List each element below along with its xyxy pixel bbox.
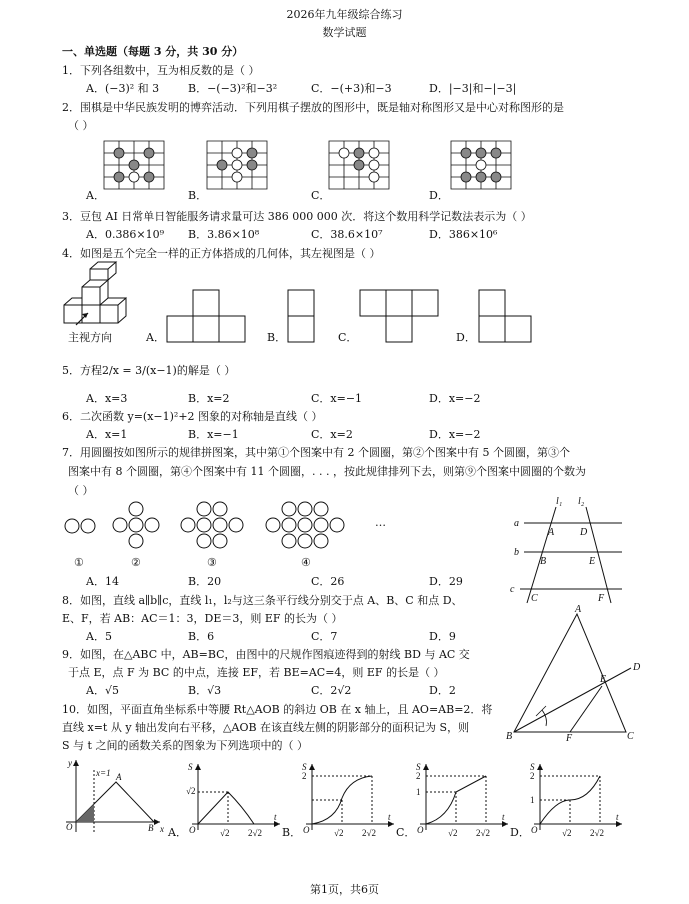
- q9-stem: 9．如图，在△ABC 中，AB=BC，由图中的尺规作图痕迹得到的射线 BD 与 AC 交: [62, 648, 470, 661]
- cube-solid-figure: [64, 271, 144, 329]
- q10-option-c[interactable]: C．: [396, 826, 416, 839]
- q1-option-c[interactable]: C．−(+3)和−3: [311, 82, 392, 95]
- label-a: A: [575, 604, 582, 615]
- label-point-f: F: [598, 593, 605, 604]
- view-direction-caption: 主视方向: [68, 331, 112, 344]
- q9-option-a[interactable]: A．√5: [86, 684, 119, 697]
- label-b: B: [148, 823, 154, 833]
- q7-option-a[interactable]: A．14: [86, 575, 119, 588]
- label-point-b: B: [540, 556, 547, 567]
- q5-option-c[interactable]: C．x=−1: [311, 392, 363, 405]
- q2-option-c[interactable]: C．: [311, 189, 331, 202]
- label-point-c: C: [531, 593, 538, 604]
- graph-option-b: [300, 760, 396, 840]
- tick-t-2sqrt2: 2√2: [248, 828, 262, 838]
- q1-option-a[interactable]: A．(−3)² 和 3: [86, 82, 160, 95]
- axis-t: t: [616, 812, 619, 822]
- q4-option-d[interactable]: D．: [456, 331, 476, 344]
- left-view-c: [360, 290, 440, 344]
- graph-option-a: [186, 760, 282, 840]
- q6-option-b[interactable]: B．x=−1: [188, 428, 239, 441]
- q3-option-c[interactable]: C．38.6×10⁷: [311, 228, 383, 241]
- q9-option-b[interactable]: B．√3: [188, 684, 222, 697]
- q10-stem: 10．如图，平面直角坐标系中等腰 Rt△AOB 的斜边 OB 在 x 轴上，且 AO=AB=2．将: [62, 703, 493, 716]
- axis-s: S: [416, 762, 421, 772]
- graph-option-c: [414, 760, 510, 840]
- label-b: b: [514, 547, 519, 558]
- q2-stem-cont: （ ）: [68, 119, 94, 132]
- tick-2: 2: [530, 771, 535, 781]
- q2-stem: 2．围棋是中华民族发明的博弈活动．下列用棋子摆放的图形中，既是轴对称图形又是中心对称图形的是: [62, 101, 564, 114]
- q6-option-a[interactable]: A．x=1: [86, 428, 128, 441]
- axis-t: t: [502, 812, 505, 822]
- q7-option-b[interactable]: B．20: [188, 575, 222, 588]
- q8-option-b[interactable]: B．6: [188, 630, 215, 643]
- label-a: a: [514, 518, 519, 529]
- label-l1: l₁: [556, 496, 563, 507]
- q10-option-a[interactable]: A．: [168, 826, 187, 839]
- origin: O: [189, 825, 196, 835]
- label-c: c: [510, 584, 515, 595]
- q4-option-a[interactable]: A．: [146, 331, 165, 344]
- page-footer: 第1页，共6页: [310, 883, 379, 896]
- label-y: y: [68, 758, 72, 768]
- label-point-a: A: [548, 527, 555, 538]
- tick-t-sqrt2: √2: [334, 828, 344, 838]
- label-c: C: [627, 731, 634, 742]
- go-board-c: [329, 141, 391, 191]
- q5-stem: 5．方程2/x = 3/(x−1)的解是（ ）: [62, 364, 236, 377]
- q5-option-b[interactable]: B．x=2: [188, 392, 230, 405]
- q1-option-d[interactable]: D．|−3|和−|−3|: [429, 82, 517, 95]
- pattern-label-4: ④: [301, 556, 311, 569]
- go-board-b: [207, 141, 269, 191]
- exam-subtitle: 数学试题: [322, 26, 367, 39]
- pattern-label-2: ②: [131, 556, 141, 569]
- q7-option-d[interactable]: D．29: [429, 575, 463, 588]
- go-board-a: [104, 141, 166, 191]
- origin: O: [417, 825, 424, 835]
- axis-s: S: [188, 762, 193, 772]
- tick-sqrt2: √2: [186, 786, 196, 796]
- pattern-label-1: ①: [74, 556, 84, 569]
- q2-option-b[interactable]: B．: [188, 189, 208, 202]
- q8-option-d[interactable]: D．9: [429, 630, 456, 643]
- label-point-d: D: [580, 527, 588, 538]
- left-view-b: [288, 290, 318, 344]
- q10-stem-cont: 直线 x=t 从 y 轴出发向右平移，△AOB 在该直线左侧的阴影部分的面积记为 S，则: [62, 721, 470, 734]
- q6-option-d[interactable]: D．x=−2: [429, 428, 481, 441]
- q7-stem-cont: 图案中有 8 个圆圈，第④个图案中有 11 个圆圈，. . . ，按此规律排列下去，则第⑨个图案中圆圈的个数为: [68, 465, 586, 478]
- q3-option-d[interactable]: D．386×10⁶: [429, 228, 498, 241]
- label-b: B: [506, 731, 513, 742]
- q4-option-c[interactable]: C．: [338, 331, 358, 344]
- label-point-e: E: [589, 556, 596, 567]
- go-board-d: [451, 141, 513, 191]
- tick-t-sqrt2: √2: [448, 828, 458, 838]
- tick-t-sqrt2: √2: [220, 828, 230, 838]
- q8-stem: 8．如图，直线 a∥b∥c，直线 l₁，l₂与这三条平行线分别交于点 A、B、C 和点 D、: [62, 594, 463, 607]
- circle-pattern-3: [180, 500, 250, 556]
- origin: O: [531, 825, 538, 835]
- tick-t-2sqrt2: 2√2: [362, 828, 376, 838]
- q8-stem-cont: E、F，若 AB：AC＝1：3，DE＝3，则 EF 的长为（ ）: [62, 612, 343, 625]
- label-e: E: [600, 674, 607, 685]
- exam-title: 2026年九年级综合练习: [286, 8, 403, 21]
- label-f: F: [566, 733, 573, 744]
- left-view-a: [167, 290, 247, 344]
- label-x-equals-1: x=1: [96, 768, 111, 778]
- q6-option-c[interactable]: C．x=2: [311, 428, 353, 441]
- coordinate-triangle-figure: [64, 758, 164, 834]
- q7-stem-cont2: （ ）: [68, 484, 94, 497]
- tick-2: 2: [302, 771, 307, 781]
- tick-2: 2: [416, 771, 421, 781]
- parallel-lines-figure: [510, 495, 630, 607]
- section-title: 一、单选题（每题 3 分，共 30 分）: [62, 45, 244, 58]
- q7-option-c[interactable]: C．26: [311, 575, 345, 588]
- tick-t-2sqrt2: 2√2: [590, 828, 604, 838]
- q3-stem: 3．豆包 AI 日常单日智能服务请求量可达 386 000 000 次．将这个数用科学记数法表示为（ ）: [62, 210, 532, 223]
- q9-stem-cont: 于点 E，点 F 为 BC 的中点，连接 EF，若 BE=AC=4，则 EF 的长是（ ）: [68, 666, 445, 679]
- tick-t-2sqrt2: 2√2: [476, 828, 490, 838]
- q4-option-b[interactable]: B．: [267, 331, 287, 344]
- q2-option-a[interactable]: A．: [86, 189, 105, 202]
- triangle-construction-figure: [506, 604, 646, 744]
- label-a: A: [116, 772, 122, 782]
- pattern-label-3: ③: [207, 556, 217, 569]
- origin: O: [303, 825, 310, 835]
- q6-stem: 6．二次函数 y=(x−1)²+2 图象的对称轴是直线（ ）: [62, 410, 323, 423]
- label-x: x: [160, 824, 164, 834]
- circle-pattern-1: [64, 518, 104, 538]
- circle-pattern-4: [265, 500, 355, 556]
- q1-option-b[interactable]: B．−(−3)²和−3²: [188, 82, 278, 95]
- q8-option-c[interactable]: C．7: [311, 630, 338, 643]
- label-o: O: [66, 822, 73, 832]
- axis-t: t: [388, 812, 391, 822]
- q2-option-d[interactable]: D．: [429, 189, 449, 202]
- tick-1: 1: [416, 787, 421, 797]
- q9-option-d[interactable]: D．2: [429, 684, 456, 697]
- q5-option-d[interactable]: D．x=−2: [429, 392, 481, 405]
- q1-stem: 1．下列各组数中，互为相反数的是（ ）: [62, 64, 260, 77]
- label-l2: l₂: [578, 496, 585, 507]
- q7-stem: 7．用圆圈按如图所示的规律拼图案，其中第①个图案中有 2 个圆圈，第②个图案中有 5 个圆圈，第③个: [62, 446, 570, 459]
- q8-option-a[interactable]: A．5: [86, 630, 112, 643]
- tick-1: 1: [530, 795, 535, 805]
- circle-pattern-2: [112, 500, 168, 556]
- label-d: D: [633, 662, 641, 673]
- q10-option-d[interactable]: D．: [510, 826, 530, 839]
- q9-option-c[interactable]: C．2√2: [311, 684, 352, 697]
- q10-option-b[interactable]: B．: [282, 826, 302, 839]
- q4-stem: 4．如图是五个完全一样的正方体搭成的几何体，其左视图是（ ）: [62, 247, 381, 260]
- q3-option-b[interactable]: B．3.86×10⁸: [188, 228, 260, 241]
- axis-s: S: [302, 762, 307, 772]
- q3-option-a[interactable]: A．0.386×10⁹: [86, 228, 165, 241]
- tick-t-sqrt2: √2: [562, 828, 572, 838]
- q10-stem-cont2: S 与 t 之间的函数关系的图象为下列选项中的（ ）: [62, 739, 308, 752]
- axis-t: t: [274, 812, 277, 822]
- pattern-ellipsis: …: [375, 516, 386, 529]
- q5-option-a[interactable]: A．x=3: [86, 392, 128, 405]
- axis-s: S: [530, 762, 535, 772]
- graph-option-d: [528, 760, 624, 840]
- left-view-d: [479, 290, 535, 344]
